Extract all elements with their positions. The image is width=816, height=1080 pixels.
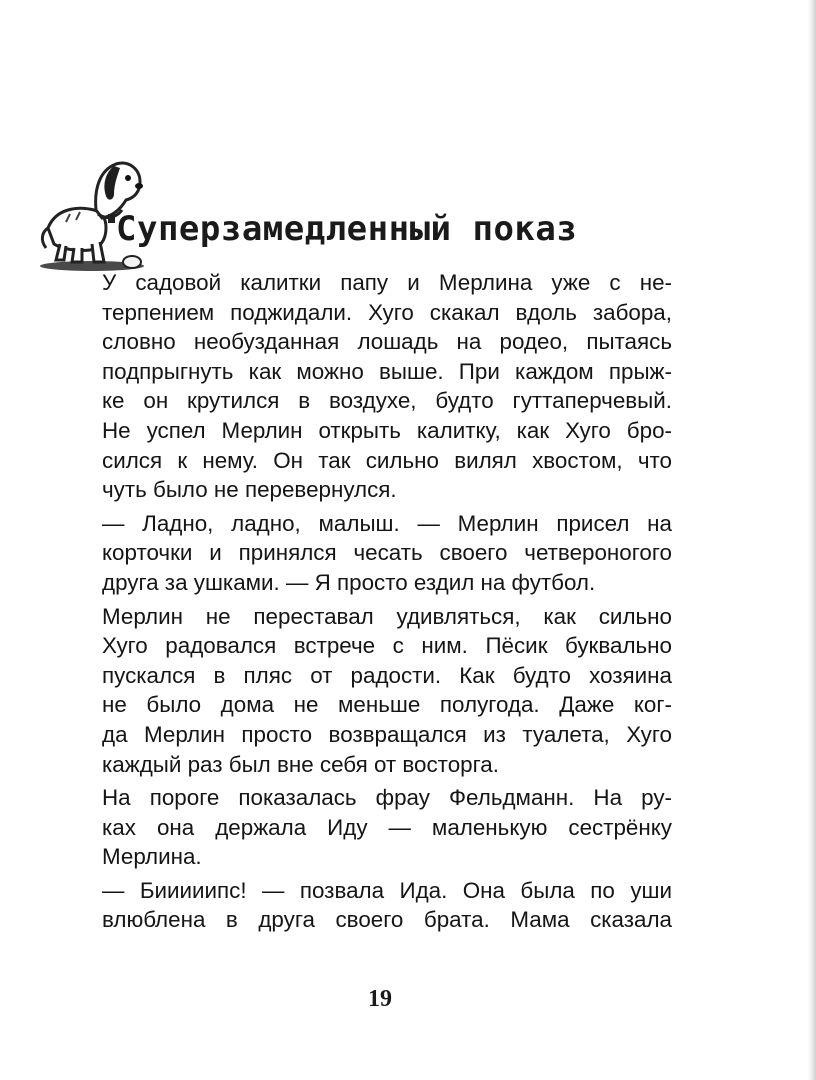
text-line: корточки и принялся чесать своего четвероногого bbox=[102, 540, 672, 566]
text-line: не было дома не меньше полугода. Даже ког- bbox=[102, 692, 672, 718]
text-line: Не успел Мерлин открыть калитку, как Хуго бро- bbox=[102, 417, 672, 443]
text-line: Мерлина. bbox=[102, 844, 202, 870]
text-line: На пороге показалась фрау Фельдманн. На ру- bbox=[102, 785, 672, 811]
text-line: Мерлин не переставал удивляться, как сильно bbox=[102, 603, 672, 629]
text-line: — Бииииипс! — позвала Ида. Она была по уши bbox=[102, 877, 672, 903]
page-spine-shadow bbox=[808, 0, 816, 1080]
text-line: сился к нему. Он так сильно вилял хвостом, что bbox=[102, 447, 672, 473]
paragraph bbox=[102, 876, 672, 935]
text-line: пускался в пляс от радости. Как будто хозяина bbox=[102, 662, 672, 688]
chapter-title: Суперзамедленный показ bbox=[116, 209, 578, 249]
text-line: подпрыгнуть как можно выше. При каждом прыж- bbox=[102, 358, 672, 384]
paragraph bbox=[102, 268, 672, 505]
text-line: да Мерлин просто возвращался из туалета, Хуго bbox=[102, 721, 672, 747]
text-line: каждый раз был вне себя от восторга. bbox=[102, 751, 499, 777]
text-line: У садовой калитки папу и Мерлина уже с не- bbox=[102, 270, 672, 295]
text-line: словно необузданная лошадь на родео, пытаясь bbox=[102, 329, 672, 355]
body-text bbox=[102, 268, 672, 939]
text-line: Хуго радовался встрече с ним. Пёсик буквально bbox=[102, 633, 672, 659]
text-line: ках она держала Иду — маленькую сестрёнку bbox=[102, 814, 672, 840]
page-number: 19 bbox=[368, 986, 392, 1012]
text-line: друга за ушками. — Я просто ездил на футбол. bbox=[102, 569, 596, 595]
text-line: терпением поджидали. Хуго скакал вдоль забора, bbox=[102, 299, 672, 325]
paragraph bbox=[102, 509, 672, 598]
paragraph bbox=[102, 783, 672, 872]
text-line: чуть было не перевернулся. bbox=[102, 477, 397, 503]
text-line: ке он крутился в воздухе, будто гуттаперчевый. bbox=[102, 388, 672, 414]
text-line: — Ладно, ладно, малыш. — Мерлин присел на bbox=[102, 510, 672, 536]
paragraph bbox=[102, 602, 672, 780]
text-line: влюблена в друга своего брата. Мама сказала bbox=[102, 907, 672, 933]
